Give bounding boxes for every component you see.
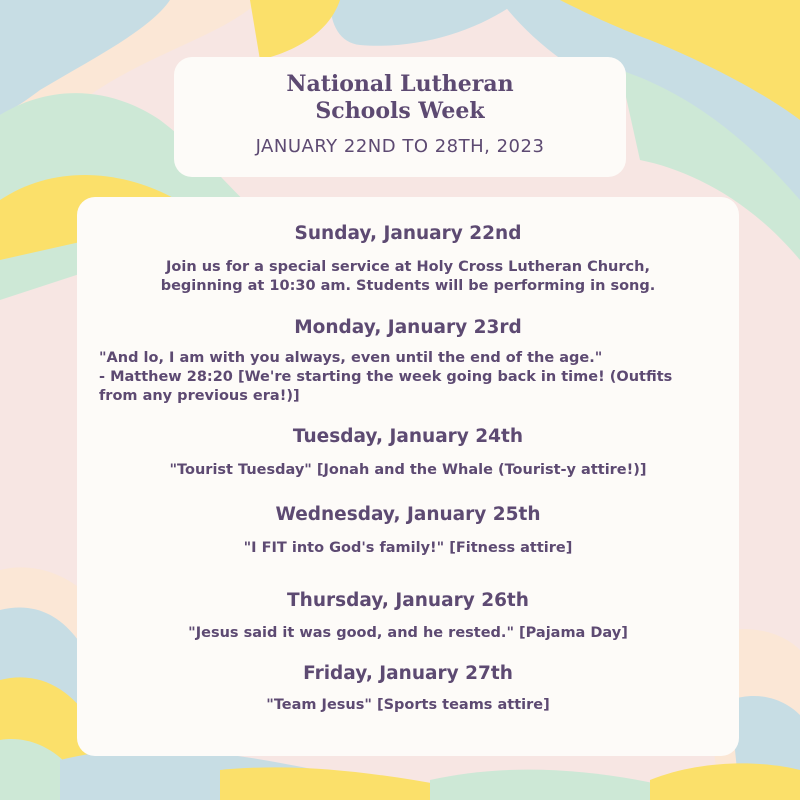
description-line: beginning at 10:30 am. Students will be performing in song. xyxy=(160,278,656,294)
title-line-2: Schools Week xyxy=(315,98,485,124)
day-heading-friday: Friday, January 27th xyxy=(303,663,513,684)
title-line-1: National Lutheran xyxy=(286,71,514,97)
day-heading-monday: Monday, January 23rd xyxy=(294,317,522,338)
day-heading-sunday: Sunday, January 22nd xyxy=(294,223,522,244)
description-line: Join us for a special service at Holy Cross Lutheran Church, xyxy=(166,259,650,275)
description-line: - Matthew 28:20 [We're starting the week going back in time! (Outfits xyxy=(99,369,673,385)
page-title xyxy=(174,71,626,125)
day-description-sunday xyxy=(77,258,739,296)
date-range: JANUARY 22ND TO 28TH, 2023 xyxy=(255,136,545,157)
description-line: "And lo, I am with you always, even until the end of the age." xyxy=(99,350,603,366)
day-description-wednesday xyxy=(77,539,739,558)
description-line: "Team Jesus" [Sports teams attire] xyxy=(266,697,550,713)
day-heading-wednesday: Wednesday, January 25th xyxy=(275,504,541,525)
schedule-card xyxy=(77,197,739,756)
description-line: "Tourist Tuesday" [Jonah and the Whale (Tourist-y attire!)] xyxy=(169,462,647,478)
description-line: from any previous era!)] xyxy=(99,388,300,404)
description-line: "I FIT into God's family!" [Fitness attire] xyxy=(243,540,573,556)
day-description-tuesday xyxy=(77,461,739,480)
day-description-monday xyxy=(99,349,729,406)
day-heading-tuesday: Tuesday, January 24th xyxy=(292,426,524,447)
day-description-thursday xyxy=(77,624,739,643)
title-card xyxy=(174,57,626,177)
description-line: "Jesus said it was good, and he rested." [Pajama Day] xyxy=(188,625,628,641)
day-heading-thursday: Thursday, January 26th xyxy=(287,590,529,611)
day-description-friday xyxy=(77,696,739,715)
